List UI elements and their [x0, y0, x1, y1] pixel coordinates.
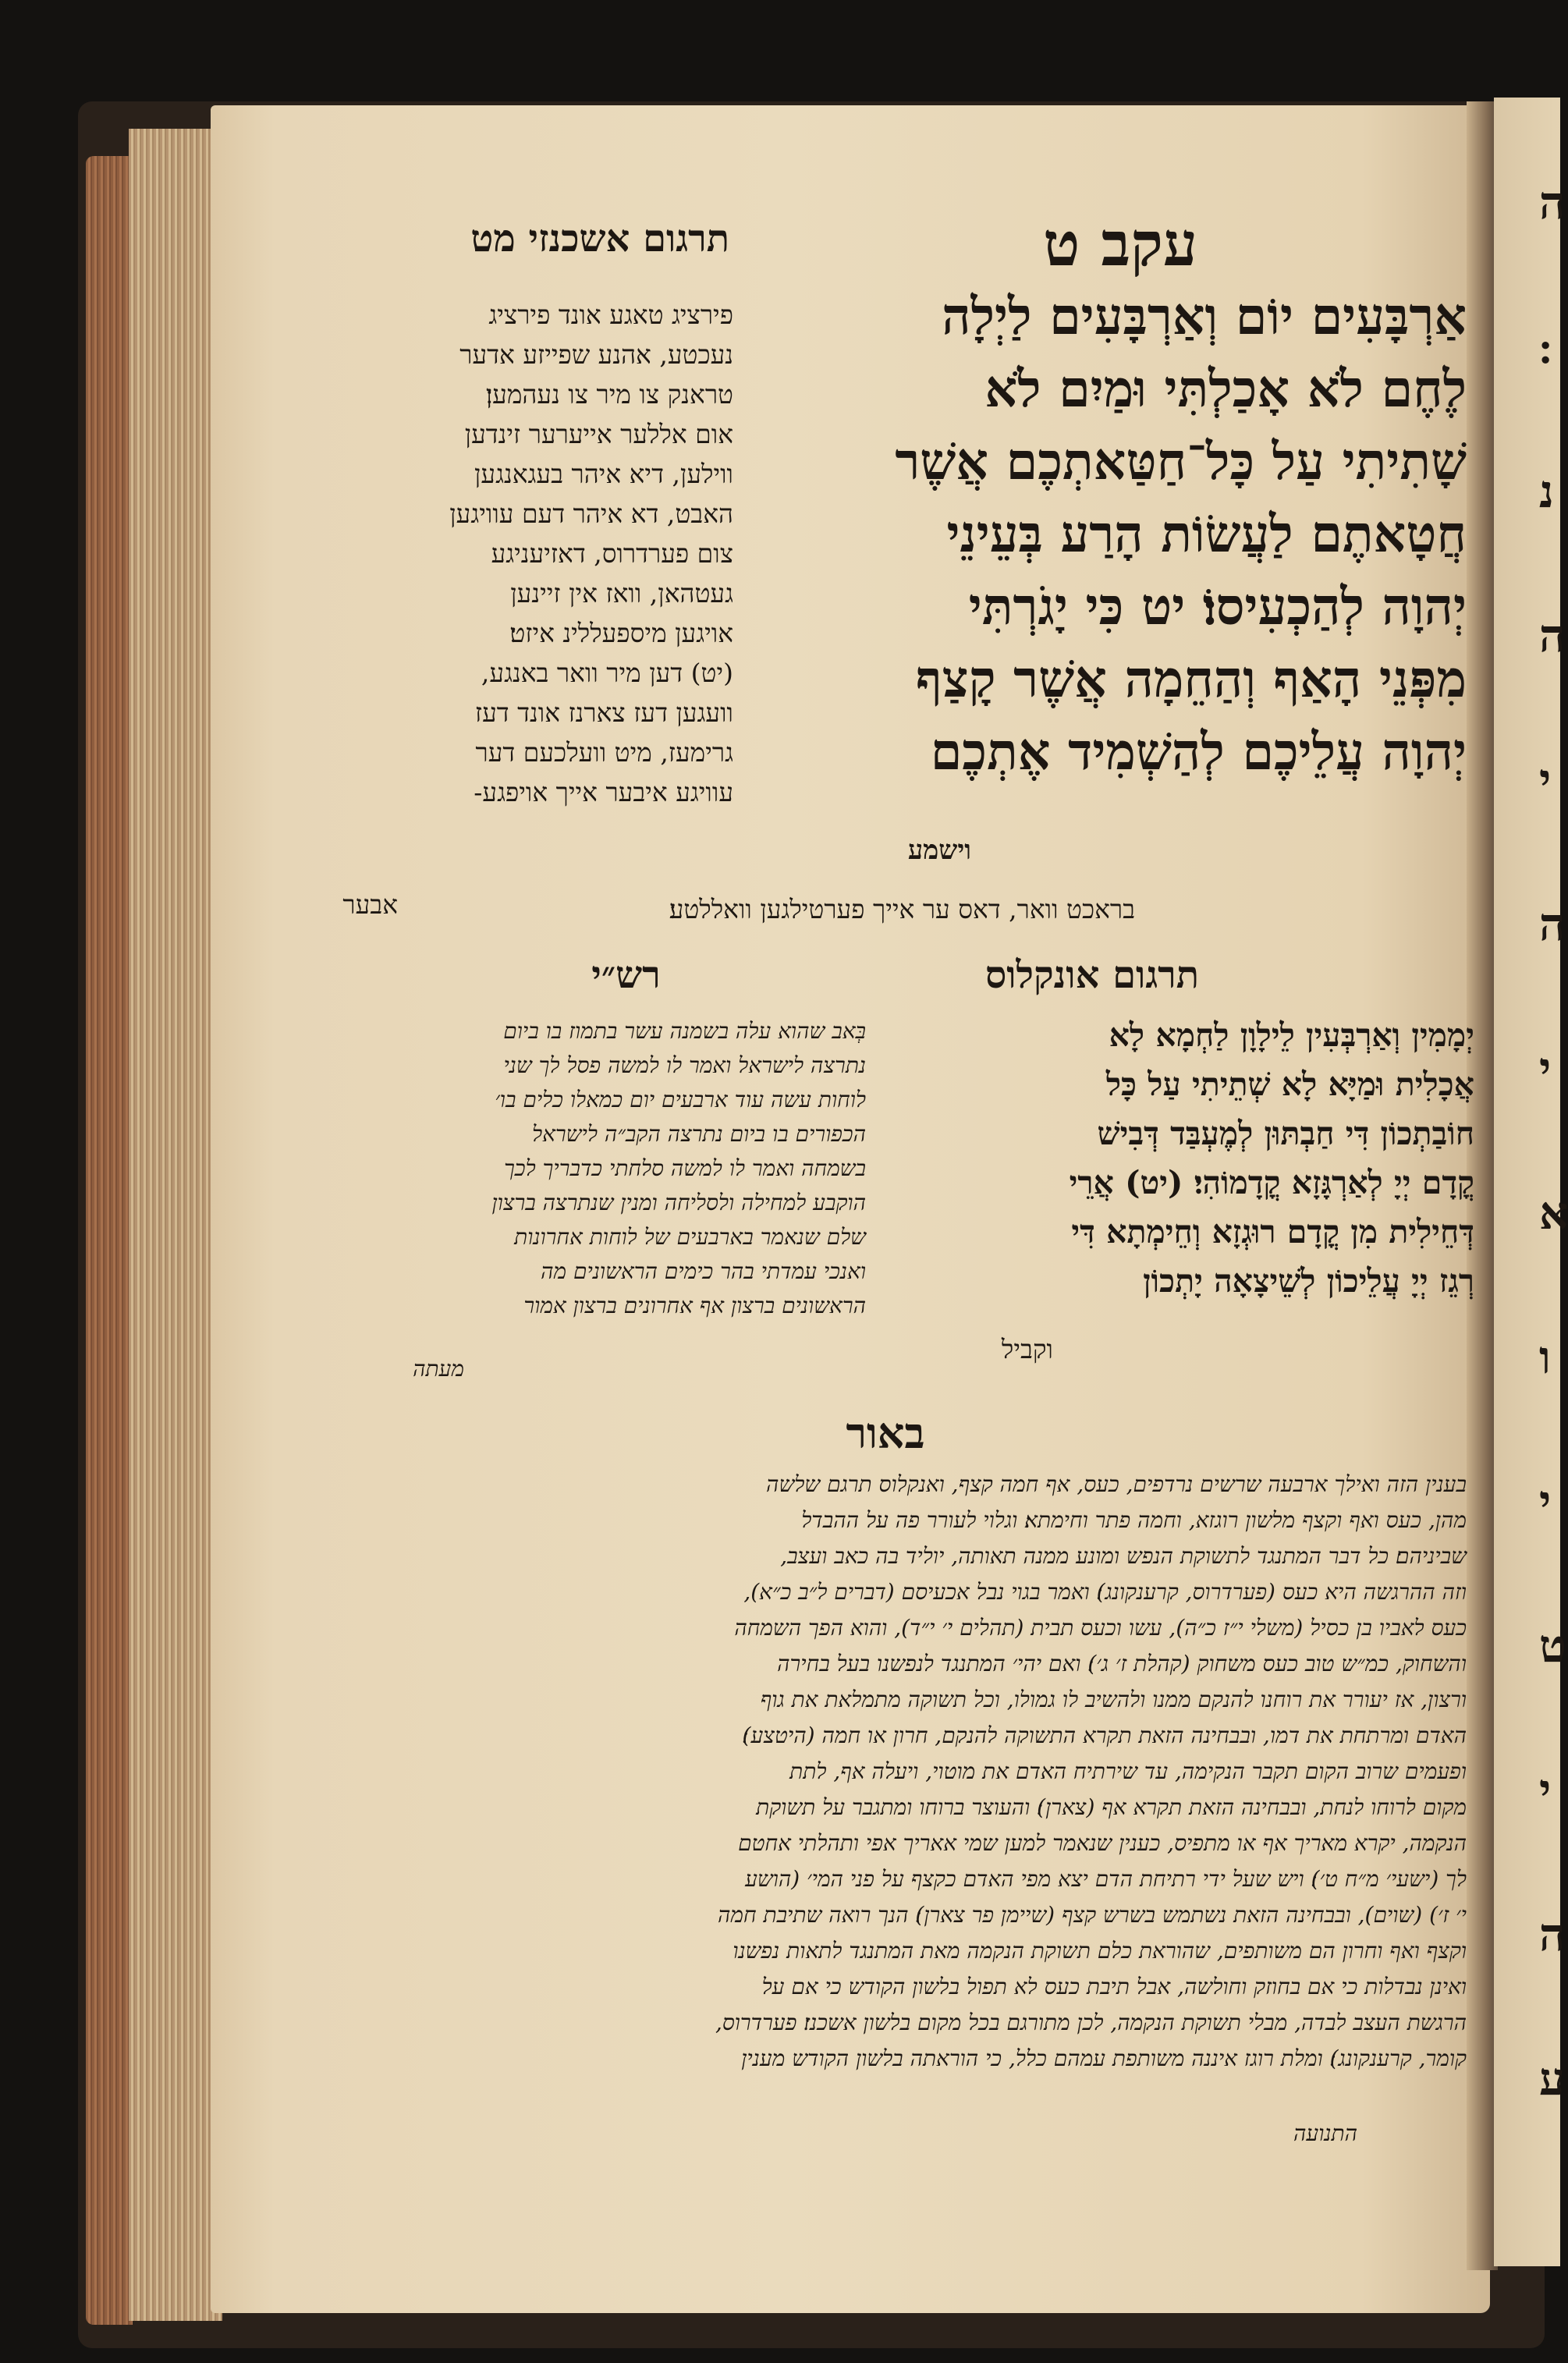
rashi-title: רש״י	[591, 953, 661, 997]
facing-page-letter: ה	[1539, 609, 1566, 662]
facing-page-letter: נ	[1539, 465, 1554, 518]
biur-line: ופעמים שרוב הקום תקבר הנקימה, עד שירתיח האדם את מוטוי, ויעלה אף, לתת	[789, 1758, 1467, 1784]
page-edges	[129, 129, 222, 2321]
biur-catchword: התנועה	[1293, 2120, 1357, 2146]
facing-page-letter: ט	[1539, 1620, 1567, 1673]
facing-page-letter: ה	[1539, 1908, 1566, 1961]
yiddish-line: אויגען מיספעללינ איזט׃	[509, 618, 733, 648]
rashi-line: נתרצה לישראל ואמר לו למשה פסל לך שני	[503, 1052, 866, 1078]
rashi-line: הוקבע למחילה ולסליחה ומנין שנתרצה ברצון	[491, 1190, 866, 1215]
onkelos-line: רְגֵז יְיָ עֲלֵיכוֹן לְשֵׁיצָאָה יָתְכוֹן	[1143, 1262, 1474, 1300]
facing-page-letter: ע	[1539, 2053, 1565, 2106]
verse-line: אַרְבָּעִים יוֹם וְאַרְבָּעִים לַיְלָה	[942, 287, 1467, 346]
biur-title: באור	[846, 1408, 925, 1458]
biur-commentary-block	[332, 1467, 1467, 2077]
onkelos-line: דְּחֵילִית מִן קֳדָם רוּגְזָא וְחֵימְתָא דִּי	[1071, 1213, 1474, 1251]
yiddish-line: געטהאן, וואז אין זיינען	[510, 578, 733, 608]
yiddish-line: (יט) דען מיר וואר באנגע,	[481, 658, 733, 688]
onkelos-title: תרגום אונקלוס	[984, 953, 1200, 997]
yiddish-continuation-line: בראכט וואר, דאס ער אייך פערטילגען וואללטע׃	[669, 894, 1135, 924]
onkelos-line: חוֹבַתְכוֹן דִּי חַבְתּוּן לְמֶעְבַּד דְּבִישׁ	[1097, 1115, 1474, 1152]
biur-line: כעס לאביו בן כסיל (משלי י״ז כ״ה), עשו וכעס תבית (תהלים י׳ י״ד), והוא הפך השמחה	[734, 1615, 1467, 1641]
yiddish-line: אום אללער אייערער זינדען	[464, 419, 733, 449]
biur-line: בענין הזה ואילך ארבעה שרשים נרדפים, כעס, אף חמה קצף, ואנקלוס תרגם שלשה	[766, 1471, 1467, 1497]
facing-page-letter: ה	[1539, 898, 1566, 951]
verse-line: שָׁתִיתִי עַל כָּל־חַטַּאתְכֶם אֲשֶׁר	[895, 432, 1467, 491]
facing-page-letter	[1539, 308, 1560, 386]
biur-line: לך (ישעי׳ מ״ח ט׳)׃ ויש שעל ידי רתיחת הדם יצא מפי האדם כקצף על פני המי׳ (הושע	[745, 1866, 1467, 1892]
running-header-targum: תרגום אשכנזי מט	[470, 217, 729, 261]
rashi-line: בשמחה ואמר לו למשה סלחתי כדבריך לכך	[504, 1155, 866, 1181]
facing-page-letter: י	[1539, 1042, 1552, 1095]
book-edge	[86, 156, 133, 2325]
yiddish-line: נעכטע, אהנע שפייזע אדער	[459, 339, 733, 370]
biur-line: מהן, כעס ואף וקצף מלשון רוגזא, וחמה פתר וחימתא׃ וגלוי לעורר פה על ההבדל	[801, 1507, 1467, 1533]
running-header-parasha: עקב ט	[1043, 209, 1197, 280]
biur-line: מקום לרוחו לנחת, ובבחינה הזאת תקרא אף (צארן)׃ והעוצר ברוחו ומתגבר על תשוקת	[756, 1794, 1467, 1820]
verse-line: מִפְּנֵי הָאַף וְהַחֵמָה אֲשֶׁר קָצַף	[916, 650, 1467, 709]
facing-page-letter: י	[1539, 1764, 1552, 1817]
yiddish-line: עוויגע איבער אייך אויפגע-	[474, 777, 733, 807]
onkelos-line: אֲכָלִית וּמַיָּא לָא שְׁתֵיתִי עַל כָּל	[1105, 1066, 1474, 1103]
onkelos-block	[897, 1011, 1474, 1306]
rashi-line: ואנכי עמדתי בהר כימים הראשונים מה	[541, 1258, 866, 1284]
biur-line: י׳ ז׳) (שוים), ובבחינה הזאת נשתמש בשרש קצף (שיימן פר צארן)׃ הנך רואה שתיבת חמה	[718, 1902, 1467, 1928]
facing-page-edge	[1494, 98, 1568, 2266]
biur-line: והשחוק, כמ״ש טוב כעס משחוק (קהלת ז׳ ג׳)׃ ואם יהי׳ המתנגד לנפשנו בעל בחירה	[777, 1651, 1467, 1676]
verse-line: לֶחֶם לֹא אָכַלְתִּי וּמַיִם לֹא	[984, 360, 1467, 419]
yiddish-line: האבט, דא איהר דעם עוויגען	[449, 499, 733, 529]
onkelos-line: יְמָמִין וְאַרְבְּעִין לֵילָוָן לַחְמָא לָא	[1109, 1017, 1474, 1054]
yiddish-catchword: אבער	[342, 889, 398, 920]
facing-page-letter: ו	[1539, 1331, 1551, 1384]
yiddish-line: טראנק צו מיר צו נעהמען׃	[485, 379, 733, 410]
yiddish-line: גרימעז, מיט וועלכעם דער	[475, 737, 733, 768]
facing-page-letter: א	[1539, 1187, 1568, 1240]
verse-line: חֲטָאתֶם לַעֲשׂוֹת הָרַע בְּעֵינֵי	[946, 505, 1467, 564]
yiddish-line: וועגען דעז צארנז אונד דעז	[474, 697, 733, 728]
rashi-line: הראשונים ברצון אף אחרונים ברצון אמור	[523, 1293, 866, 1318]
yiddish-translation-block	[328, 295, 733, 812]
rashi-catchword: מעתה	[413, 1356, 464, 1382]
verse-line: יְהוָה עֲלֵיכֶם לְהַשְׁמִיד אֶתְכֶם	[930, 722, 1467, 782]
facing-page-letter: י	[1539, 754, 1552, 807]
biur-line: הרגשת העצב לבדה, מבלי תשוקת הנקמה, לכן מתורגם בכל מקום בלשון אשכנז׃ פערדרוס,	[715, 2010, 1467, 2035]
rashi-line: בְּאב שהוא עלה בשמנה עשר בתמוז בו ביום	[503, 1018, 866, 1044]
rashi-line: לוחות עשה עוד ארבעים יום כמאלו כלים בו׳	[495, 1087, 866, 1112]
verse-catchword: וישמע	[907, 835, 971, 866]
biur-line: הנקמה, יקרא מאריך אף או מתפיס, כענין שנאמר למען שמי אאריך אפי ותהלתי אחטם	[738, 1830, 1467, 1856]
yiddish-line: פירציג טאגע אונד פירציג	[488, 300, 733, 330]
rashi-line: שלם שנאמר בארבעים של לוחות אחרונות	[514, 1224, 866, 1250]
biur-line: וקצף ואף וחרון הם משותפים, שהוראת כלם תשוקת הנקמה מאת המתנגד לתאות נפשנו	[733, 1938, 1467, 1964]
facing-page-letter: י	[1539, 1475, 1552, 1528]
biur-line: ורצון, אז יעורר את רוחנו להנקם ממנו ולהשיב לו גמולו, וכל תשוקה מתמלאת את גוף	[760, 1687, 1467, 1712]
torah-verse-block	[761, 281, 1467, 789]
yiddish-line: ווילען, דיא איהר בעגאנגען	[474, 459, 733, 489]
yiddish-line: צום פערדרוס, דאזיעניגע	[491, 538, 733, 569]
verse-line: יְהוָה לְהַכְעִיסוֹ׃ יט כִּי יָגֹרְתִּי	[968, 577, 1467, 637]
biur-line: וזה ההרגשה היא כעס (פערדרוס, קרענקונג)׃ ואמר בגוי נבל אכעיסם (דברים ל״ב כ״א),	[743, 1579, 1467, 1605]
onkelos-catchword: וקביל	[1001, 1334, 1053, 1364]
biur-line: האדם ומרתחת את דמו, ובבחינה הזאת תקרא התשוקה להנקם, חרון או חמה (היטצע)׃	[742, 1723, 1467, 1748]
biur-line: קומר, קרענקונג)׃ ומלת רוגז איננה משותפת עמהם כלל, כי הוראתה בלשון הקודש מענין	[741, 2045, 1467, 2071]
rashi-line: הכפורים בו ביום נתרצה הקב״ה לישראל	[532, 1121, 866, 1147]
rashi-block	[355, 1014, 866, 1323]
onkelos-line: קֳדָם יְיָ לְאַרְגָּזָא קֳדָמוֹהִי׃ (יט) אֲרֵי	[1069, 1164, 1474, 1201]
biur-line: שביניהם׃ כל דבר המתנגד לתשוקת הנפש ומונע ממנה תאותה, יוליד בה כאב ועצב,	[780, 1543, 1467, 1569]
biur-line: ואינן נבדלות כי אם בחוזק וחולשה, אבל תיבת כעס לא תפול בלשון הקודש כי אם על	[761, 1974, 1467, 1999]
facing-page-letter: ה	[1539, 176, 1566, 229]
